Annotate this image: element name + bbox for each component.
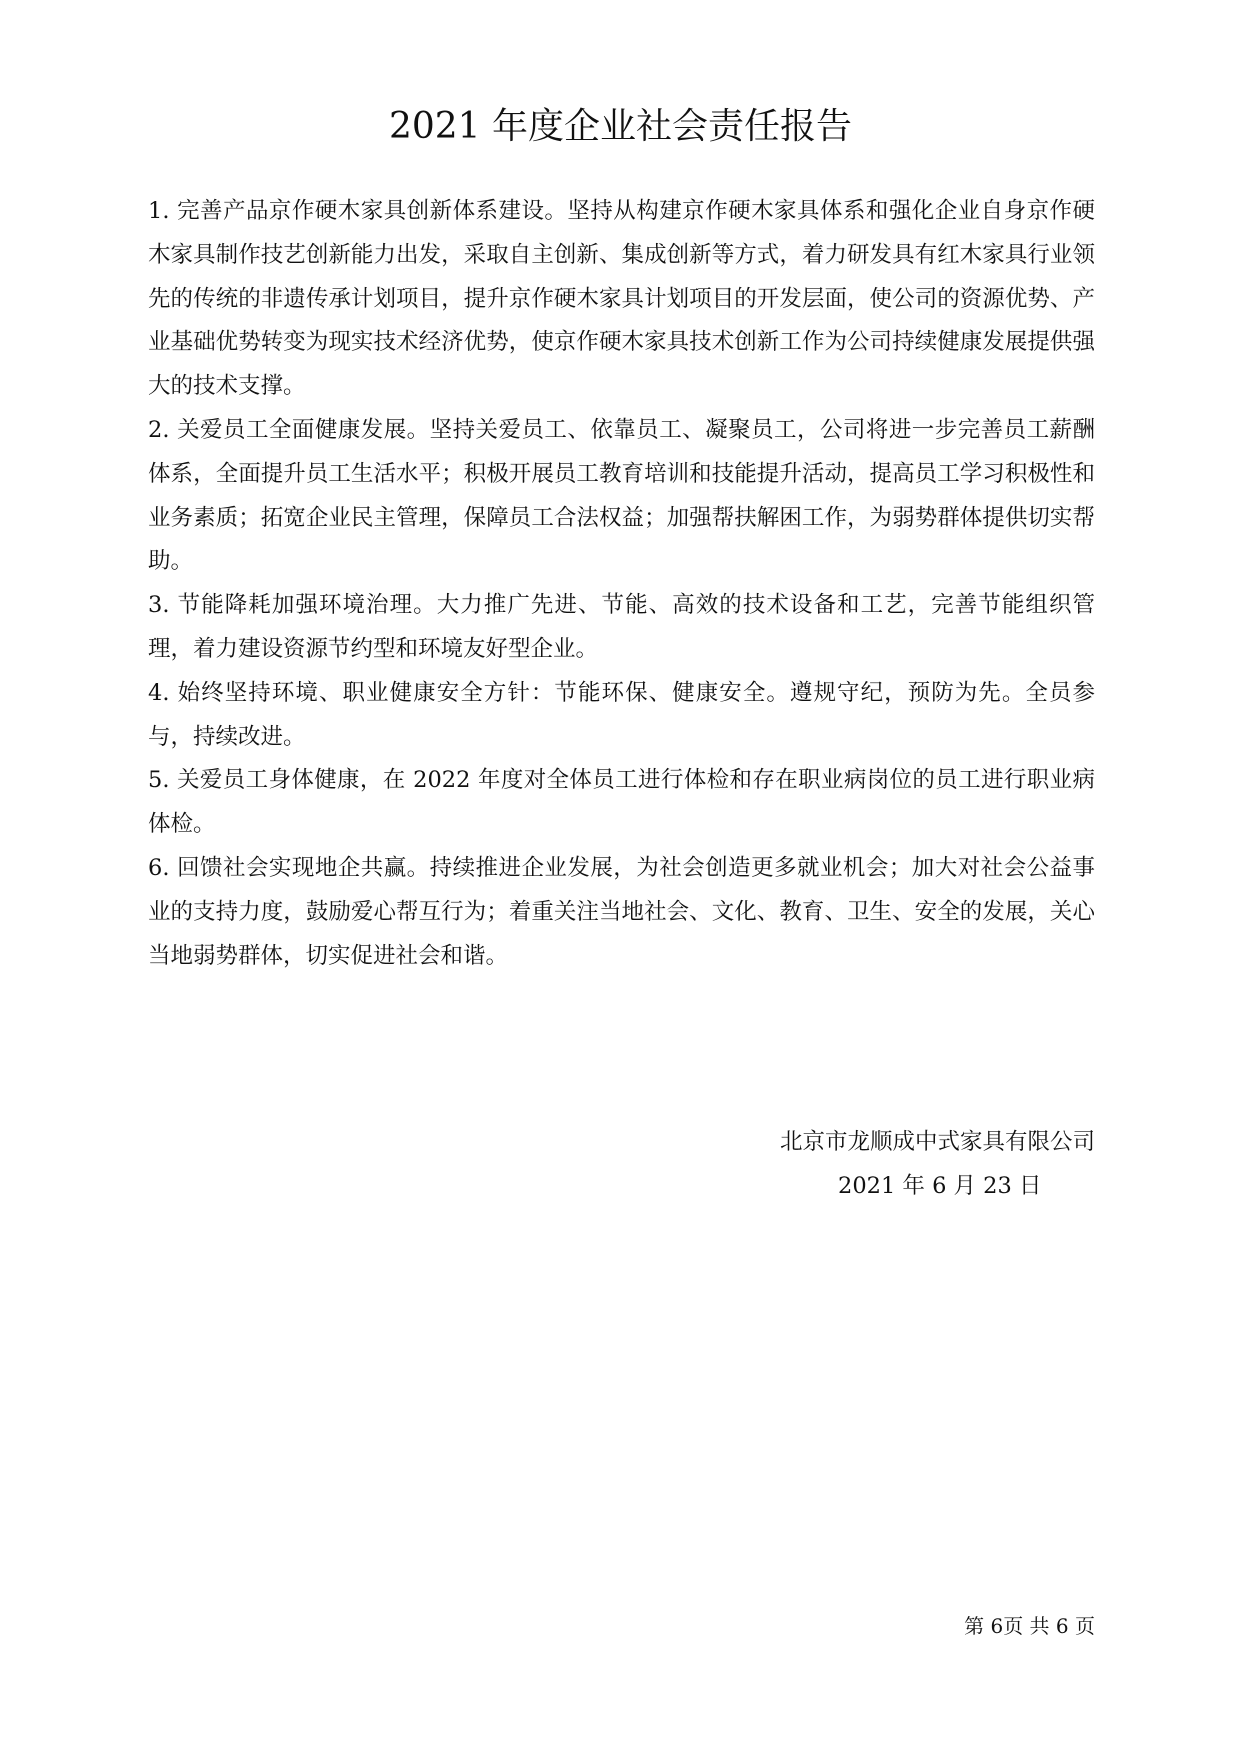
paragraph-employee-health: 5. 关爱员工身体健康，在 2022 年度对全体员工进行体检和存在职业病岗位的员工进行职业病体检。 [148,767,1095,838]
paragraph-energy-saving: 3. 节能降耗加强环境治理。大力推广先进、节能、高效的技术设备和工艺，完善节能组织管理，着力建设资源节约型和环境友好型企业。 [148,592,1095,662]
page-number: 第 6页 共 6 页 [964,1614,1095,1638]
document-body [148,190,1095,978]
paragraph-innovation: 1. 完善产品京作硬木家具创新体系建设。坚持从构建京作硬木家具体系和强化企业自身京作硬木家具制作技艺创新能力出发，采取自主创新、集成创新等方式，着力研发具有红木家具行业领先的传统的非遗传承计划项目，提升京作硬木家具计划项目的开发层面，使公司的资源优势、产业基础优势转变为现实技术经济优势，使京作硬木家具技术创新工作为公司持续健康发展提供强大的技术支撑。 [148,198,1095,400]
company-signature: 北京市龙顺成中式家具有限公司 [779,1129,1095,1155]
paragraph-employee-development: 2. 关爱员工全面健康发展。坚持关爱员工、依靠员工、凝聚员工，公司将进一步完善员工薪酬体系，全面提升员工生活水平；积极开展员工教育培训和技能提升活动，提高员工学习积极性和业务素质；拓宽企业民主管理，保障员工合法权益；加强帮扶解困工作，为弱势群体提供切实帮助。 [148,416,1095,575]
paragraph-safety-policy: 4. 始终坚持环境、职业健康安全方针：节能环保、健康安全。遵规守纪，预防为先。全员参与，持续改进。 [148,679,1095,750]
paragraph-social-return: 6. 回馈社会实现地企共赢。持续推进企业发展，为社会创造更多就业机会；加大对社会公益事业的支持力度，鼓励爱心帮互行为；着重关注当地社会、文化、教育、卫生、安全的发展，关心当地弱势群体，切实促进社会和谐。 [148,854,1095,969]
signature-date: 2021 年 6 月 23 日 [838,1173,1042,1199]
document-title: 2021 年度企业社会责任报告 [388,106,853,147]
